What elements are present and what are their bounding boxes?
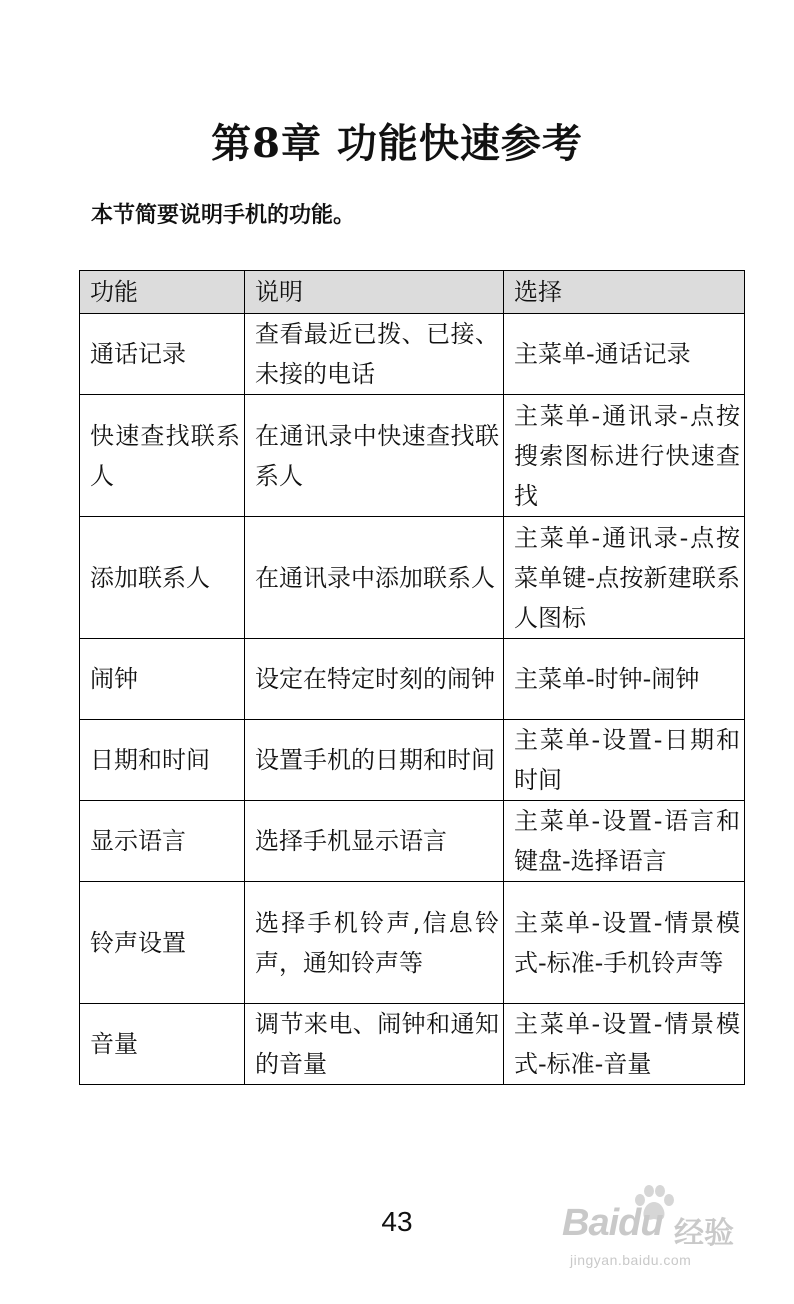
cell-selection: 主菜单-时钟-闹钟 xyxy=(504,639,745,720)
watermark-brand: Baidu xyxy=(562,1202,663,1244)
cell-description: 在通讯录中添加联系人 xyxy=(245,517,504,639)
cell-description: 选择手机铃声,信息铃声，通知铃声等 xyxy=(245,882,504,1004)
column-header-selection: 选择 xyxy=(504,271,745,314)
table-row xyxy=(80,395,745,517)
cell-selection: 主菜单-设置-情景模式-标准-手机铃声等 xyxy=(504,882,745,1004)
cell-function: 铃声设置 xyxy=(80,882,245,1004)
cell-selection: 主菜单-通话记录 xyxy=(504,314,745,395)
watermark-url: jingyan.baidu.com xyxy=(570,1252,692,1268)
cell-function: 通话记录 xyxy=(80,314,245,395)
intro-text: 本节简要说明手机的功能。 xyxy=(91,203,356,228)
table-row xyxy=(80,720,745,801)
table-row xyxy=(80,314,745,395)
cell-function: 快速查找联系人 xyxy=(80,395,245,517)
cell-description: 查看最近已拨、已接、未接的电话 xyxy=(245,314,504,395)
function-reference-table xyxy=(79,270,745,1085)
column-header-function: 功能 xyxy=(80,271,245,314)
cell-selection: 主菜单-设置-语言和键盘-选择语言 xyxy=(504,801,745,882)
cell-function: 添加联系人 xyxy=(80,517,245,639)
cell-selection: 主菜单-设置-日期和时间 xyxy=(504,720,745,801)
table-row xyxy=(80,639,745,720)
cell-description: 选择手机显示语言 xyxy=(245,801,504,882)
cell-selection: 主菜单-通讯录-点按搜索图标进行快速查找 xyxy=(504,395,745,517)
column-header-description: 说明 xyxy=(245,271,504,314)
baidu-watermark xyxy=(562,1184,752,1274)
cell-description: 设定在特定时刻的闹钟 xyxy=(245,639,504,720)
page-number: 43 xyxy=(381,1206,413,1237)
cell-function: 日期和时间 xyxy=(80,720,245,801)
table-row xyxy=(80,801,745,882)
cell-description: 设置手机的日期和时间 xyxy=(245,720,504,801)
cell-selection: 主菜单-通讯录-点按菜单键-点按新建联系人图标 xyxy=(504,517,745,639)
table-row xyxy=(80,1004,745,1085)
cell-function: 显示语言 xyxy=(80,801,245,882)
cell-function: 音量 xyxy=(80,1004,245,1085)
cell-function: 闹钟 xyxy=(80,639,245,720)
table-row xyxy=(80,517,745,639)
cell-description: 在通讯录中快速查找联系人 xyxy=(245,395,504,517)
cell-selection: 主菜单-设置-情景模式-标准-音量 xyxy=(504,1004,745,1085)
table-header-row xyxy=(80,271,745,314)
table-row xyxy=(80,882,745,1004)
cell-description: 调节来电、闹钟和通知的音量 xyxy=(245,1004,504,1085)
chapter-title: 第8章 功能快速参考 xyxy=(211,120,583,167)
watermark-subtitle: 经验 xyxy=(674,1217,734,1250)
